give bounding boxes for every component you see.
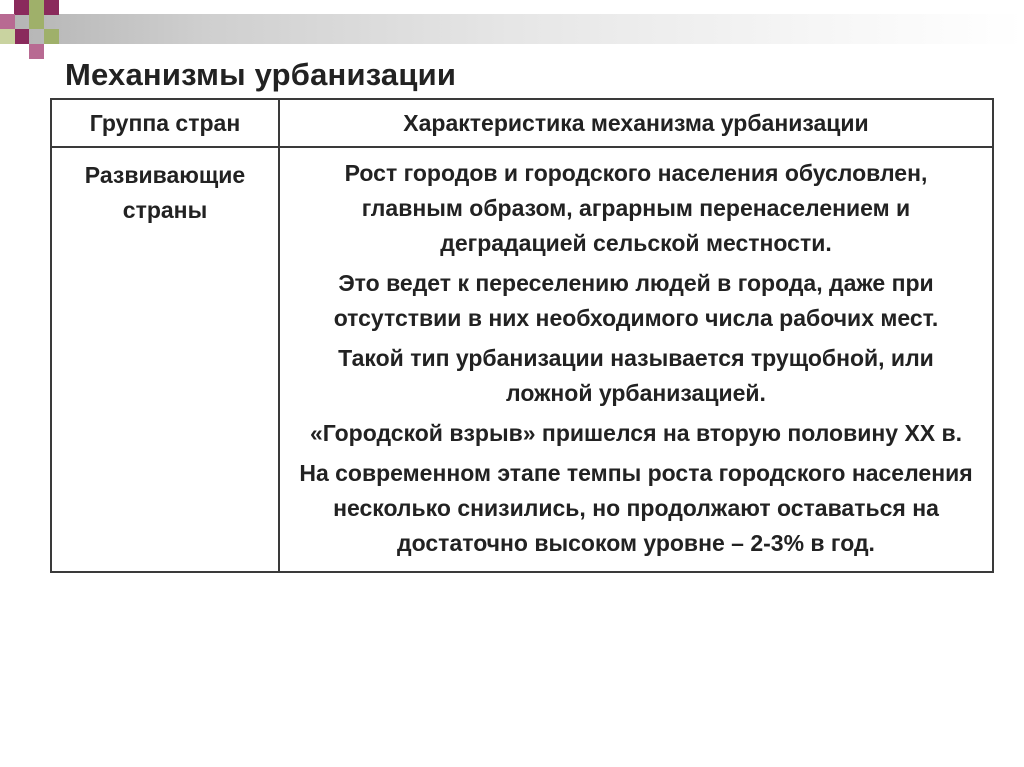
group-cell: Развивающие страны [51,147,279,572]
header-gradient-bar [0,14,1024,44]
table-row [51,147,993,572]
paragraph: На современном этапе темпы роста городского населения несколько снизились, но продолжают оставаться на достаточно высоком уровне – 2-3% в год. [299,460,973,556]
header-characteristic: Характеристика механизма урбанизации [279,99,993,147]
paragraph: «Городской взрыв» пришелся на вторую половину XX в. [309,420,963,446]
paragraph: Рост городов и городского населения обусловлен, главным образом, аграрным перенаселением и деградацией сельской местности. [344,160,928,256]
characteristic-cell [279,147,993,572]
urbanization-table [50,98,994,573]
table-header-row [51,99,993,147]
paragraph: Такой тип урбанизации называется трущобной, или ложной урбанизацией. [338,345,934,406]
paragraph: Это ведет к переселению людей в города, даже при отсутствии в них необходимого числа рабочих мест. [333,270,939,331]
slide-title: Механизмы урбанизации [65,57,457,92]
header-group: Группа стран [51,99,279,147]
